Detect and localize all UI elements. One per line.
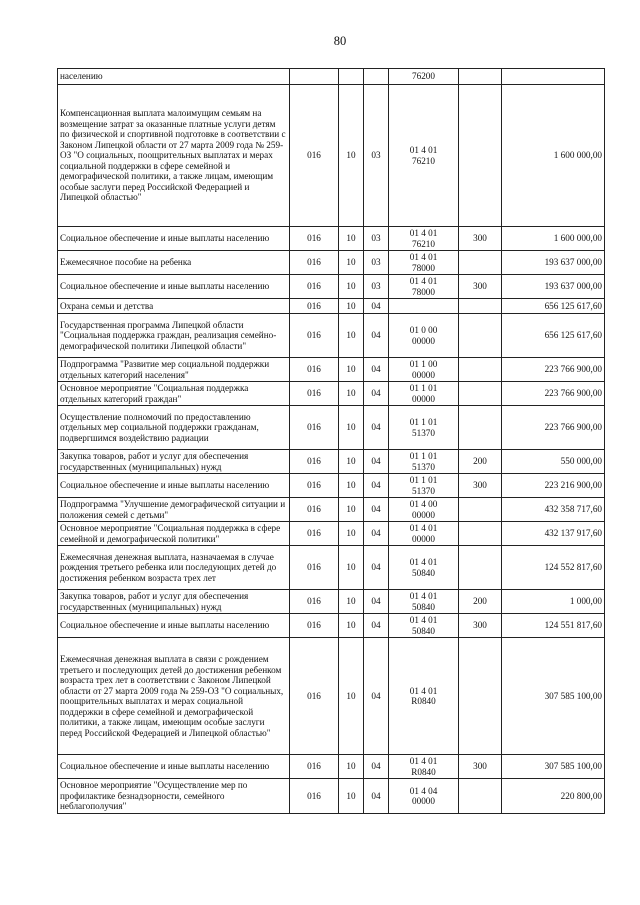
amount-cell: 223 766 900,00	[502, 382, 605, 406]
expense-name-cell: Подпрограмма "Развитие мер социальной поддержки отдельных категорий населения"	[58, 358, 290, 382]
target-item-cell	[389, 251, 459, 275]
amount-cell: 193 637 000,00	[502, 251, 605, 275]
ministry-code-cell: 016	[290, 614, 339, 638]
target-item-cell	[389, 755, 459, 779]
section-code-cell: 10	[339, 251, 364, 275]
ministry-code-cell: 016	[290, 498, 339, 522]
table-row	[58, 69, 605, 85]
amount-cell: 223 766 900,00	[502, 358, 605, 382]
expense-type-cell: 200	[459, 590, 502, 614]
ministry-code-cell: 016	[290, 227, 339, 251]
amount-cell: 1 600 000,00	[502, 85, 605, 227]
expense-name-cell: Социальное обеспечение и иные выплаты населению	[58, 474, 290, 498]
table-row	[58, 314, 605, 358]
subsection-code-cell: 03	[364, 251, 389, 275]
expense-name-cell: Ежемесячная денежная выплата, назначаемая в случае рождения третьего ребенка или последующих детей до достижения ребенком возраста трех лет	[58, 546, 290, 590]
target-item-part: 51370	[412, 427, 435, 438]
target-item-part: 01 4 01	[409, 145, 438, 155]
subsection-code-cell: 04	[364, 450, 389, 474]
expense-name-cell: Закупка товаров, работ и услуг для обеспечения государственных (муниципальных) нужд	[58, 450, 290, 474]
amount-cell: 1 000,00	[502, 590, 605, 614]
expense-name-cell: Социальное обеспечение и иные выплаты населению	[58, 614, 290, 638]
subsection-code-cell	[364, 69, 389, 85]
target-item-part: R0840	[411, 766, 436, 777]
amount-cell: 223 216 900,00	[502, 474, 605, 498]
table-row	[58, 251, 605, 275]
expense-type-cell	[459, 314, 502, 358]
expense-type-cell	[459, 251, 502, 275]
page-number: 80	[333, 34, 347, 48]
target-item-cell	[389, 522, 459, 546]
amount-cell: 124 552 817,60	[502, 546, 605, 590]
expense-name-cell: Ежемесячное пособие на ребенка	[58, 251, 290, 275]
subsection-code-cell: 04	[364, 314, 389, 358]
expense-name-cell: Ежемесячная денежная выплата в связи с рождением третьего и последующих детей до достижения ребенком возраста трех лет в соответствии с Законом Липецкой области от 27 марта 2009 года № 259-ОЗ "О социальных, поощрительных выплатах и мерах социальной поддержки в сфере семейной и демографической политики, а также лицам, имеющим особые заслуги перед Российской Федерацией и Липецкой областью"	[58, 638, 290, 755]
section-code-cell: 10	[339, 227, 364, 251]
expense-type-cell	[459, 779, 502, 814]
target-item-part: R0840	[411, 696, 436, 706]
section-code-cell: 10	[339, 590, 364, 614]
section-code-cell: 10	[339, 638, 364, 755]
target-item-part: 00000	[412, 796, 435, 806]
target-item-cell	[389, 382, 459, 406]
expense-type-cell	[459, 69, 502, 85]
target-item-part: 01 1 01	[409, 475, 438, 485]
ministry-code-cell: 016	[290, 546, 339, 590]
target-item-cell	[389, 275, 459, 299]
amount-cell: 307 585 100,00	[502, 755, 605, 779]
expense-name-cell: Закупка товаров, работ и услуг для обеспечения государственных (муниципальных) нужд	[58, 590, 290, 614]
ministry-code-cell	[290, 69, 339, 85]
target-item-part: 00000	[412, 369, 435, 380]
subsection-code-cell: 04	[364, 590, 389, 614]
subsection-code-cell: 04	[364, 638, 389, 755]
table-row	[58, 590, 605, 614]
section-code-cell: 10	[339, 498, 364, 522]
subsection-code-cell: 03	[364, 85, 389, 227]
target-item-part: 00000	[412, 533, 435, 544]
expense-name-cell: Охрана семьи и детства	[58, 299, 290, 314]
target-item-part: 01 4 04	[409, 785, 438, 796]
section-code-cell: 10	[339, 406, 364, 450]
section-code-cell	[339, 69, 364, 85]
target-item-part: 01 4 01	[409, 756, 438, 766]
section-code-cell: 10	[339, 755, 364, 779]
section-code-cell: 10	[339, 358, 364, 382]
target-item-cell	[389, 85, 459, 227]
section-code-cell: 10	[339, 275, 364, 299]
section-code-cell: 10	[339, 546, 364, 590]
target-item-part: 01 1 00	[409, 359, 438, 369]
target-item-part: 01 4 01	[409, 228, 438, 238]
ministry-code-cell: 016	[290, 638, 339, 755]
target-item-part: 01 1 01	[409, 451, 438, 461]
target-item-cell	[389, 779, 459, 814]
expense-type-cell: 300	[459, 755, 502, 779]
target-item-cell	[389, 69, 459, 85]
expense-type-cell	[459, 546, 502, 590]
target-item-part: 00000	[412, 335, 435, 346]
table-row	[58, 474, 605, 498]
section-code-cell: 10	[339, 522, 364, 546]
expense-type-cell	[459, 85, 502, 227]
amount-cell: 432 137 917,60	[502, 522, 605, 546]
target-item-part: 76210	[412, 155, 435, 166]
subsection-code-cell: 03	[364, 227, 389, 251]
target-item-part: 01 4 01	[409, 591, 438, 601]
target-item-part: 01 4 01	[409, 523, 438, 533]
target-item-part: 01 4 01	[409, 615, 438, 625]
target-item-part: 50840	[412, 601, 435, 612]
target-item-cell	[389, 358, 459, 382]
expense-name-cell: Социальное обеспечение и иные выплаты населению	[58, 275, 290, 299]
subsection-code-cell: 04	[364, 406, 389, 450]
target-item-part: 01 4 01	[409, 276, 438, 286]
target-item-cell	[389, 450, 459, 474]
target-item-part: 01 1 01	[409, 383, 438, 393]
ministry-code-cell: 016	[290, 522, 339, 546]
target-item-part: 01 0 00	[409, 325, 438, 335]
ministry-code-cell: 016	[290, 406, 339, 450]
ministry-code-cell: 016	[290, 314, 339, 358]
expense-type-cell: 300	[459, 227, 502, 251]
target-item-cell	[389, 590, 459, 614]
expense-name-cell: Компенсационная выплата малоимущим семьям на возмещение затрат за оказанные платные услуги детям по физической и спортивной подготовке в соответствии с Законом Липецкой области от 27 марта 2009 года № 259-ОЗ "О социальных, поощрительных выплатах и мерах социальной поддержки в сфере семейной и демографической политики, а также лицам, имеющим особые заслуги перед Российской Федерацией и Липецкой областью"	[58, 85, 290, 227]
target-item-part: 76200	[412, 71, 435, 82]
table-row	[58, 522, 605, 546]
target-item-part: 51370	[412, 485, 435, 496]
ministry-code-cell: 016	[290, 450, 339, 474]
amount-cell: 307 585 100,00	[502, 638, 605, 755]
table-row	[58, 450, 605, 474]
target-item-part: 76210	[412, 238, 435, 249]
expense-name-cell: Основное мероприятие "Социальная поддержка в сфере семейной и демографической политики"	[58, 522, 290, 546]
subsection-code-cell: 03	[364, 275, 389, 299]
expense-type-cell: 200	[459, 450, 502, 474]
target-item-cell	[389, 614, 459, 638]
expense-type-cell	[459, 299, 502, 314]
expense-name-cell: Основное мероприятие "Социальная поддержка отдельных категорий граждан"	[58, 382, 290, 406]
table-row	[58, 85, 605, 227]
target-item-cell	[389, 299, 459, 314]
amount-cell: 223 766 900,00	[502, 406, 605, 450]
table-row	[58, 779, 605, 814]
subsection-code-cell: 04	[364, 474, 389, 498]
target-item-cell	[389, 546, 459, 590]
target-item-cell	[389, 227, 459, 251]
amount-cell: 656 125 617,60	[502, 299, 605, 314]
target-item-part: 51370	[412, 461, 435, 472]
target-item-part: 78000	[412, 286, 435, 297]
table-row	[58, 755, 605, 779]
section-code-cell: 10	[339, 474, 364, 498]
table-row	[58, 614, 605, 638]
expense-name-cell: Подпрограмма "Улучшение демографической ситуации и положения семей с детьми"	[58, 498, 290, 522]
target-item-part: 01 4 00	[409, 499, 438, 509]
amount-cell: 1 600 000,00	[502, 227, 605, 251]
amount-cell	[502, 69, 605, 85]
table-row	[58, 382, 605, 406]
expense-name-cell: Основное мероприятие "Осуществление мер по профилактике безнадзорности, семейного неблагополучия"	[58, 779, 290, 814]
target-item-cell	[389, 314, 459, 358]
target-item-cell	[389, 406, 459, 450]
ministry-code-cell: 016	[290, 755, 339, 779]
subsection-code-cell: 04	[364, 358, 389, 382]
amount-cell: 193 637 000,00	[502, 275, 605, 299]
expense-type-cell: 300	[459, 474, 502, 498]
section-code-cell: 10	[339, 299, 364, 314]
table-row	[58, 406, 605, 450]
table-row	[58, 358, 605, 382]
subsection-code-cell: 04	[364, 382, 389, 406]
budget-table-body	[58, 69, 605, 814]
expense-type-cell	[459, 358, 502, 382]
subsection-code-cell: 04	[364, 546, 389, 590]
table-row	[58, 275, 605, 299]
section-code-cell: 10	[339, 382, 364, 406]
ministry-code-cell: 016	[290, 275, 339, 299]
subsection-code-cell: 04	[364, 498, 389, 522]
subsection-code-cell: 04	[364, 299, 389, 314]
subsection-code-cell: 04	[364, 614, 389, 638]
target-item-part: 00000	[412, 509, 435, 520]
amount-cell: 432 358 717,60	[502, 498, 605, 522]
expense-type-cell	[459, 498, 502, 522]
expense-type-cell	[459, 638, 502, 755]
ministry-code-cell: 016	[290, 251, 339, 275]
target-item-part: 78000	[412, 262, 435, 273]
expense-type-cell	[459, 406, 502, 450]
ministry-code-cell: 016	[290, 85, 339, 227]
expense-name-cell: населению	[58, 69, 290, 85]
target-item-part: 01 4 01	[409, 685, 438, 696]
ministry-code-cell: 016	[290, 382, 339, 406]
ministry-code-cell: 016	[290, 779, 339, 814]
expense-type-cell: 300	[459, 275, 502, 299]
expense-name-cell: Государственная программа Липецкой области "Социальная поддержка граждан, реализация семейно-демографической политики Липецкой области"	[58, 314, 290, 358]
ministry-code-cell: 016	[290, 590, 339, 614]
target-item-part: 50840	[412, 625, 435, 636]
amount-cell: 220 800,00	[502, 779, 605, 814]
subsection-code-cell: 04	[364, 755, 389, 779]
target-item-part: 50840	[412, 567, 435, 578]
table-row	[58, 498, 605, 522]
target-item-part: 01 1 01	[409, 417, 438, 427]
table-row	[58, 546, 605, 590]
table-row	[58, 299, 605, 314]
section-code-cell: 10	[339, 314, 364, 358]
section-code-cell: 10	[339, 450, 364, 474]
ministry-code-cell: 016	[290, 299, 339, 314]
budget-table	[57, 68, 605, 814]
ministry-code-cell: 016	[290, 474, 339, 498]
expense-name-cell: Социальное обеспечение и иные выплаты населению	[58, 755, 290, 779]
amount-cell: 656 125 617,60	[502, 314, 605, 358]
expense-type-cell	[459, 382, 502, 406]
target-item-part: 01 4 01	[409, 252, 438, 262]
amount-cell: 550 000,00	[502, 450, 605, 474]
ministry-code-cell: 016	[290, 358, 339, 382]
section-code-cell: 10	[339, 85, 364, 227]
expense-name-cell: Осуществление полномочий по предоставлению отдельных мер социальной поддержки гражданам, подвергшимся воздействию радиации	[58, 406, 290, 450]
expense-name-cell: Социальное обеспечение и иные выплаты населению	[58, 227, 290, 251]
target-item-part: 00000	[412, 393, 435, 404]
section-code-cell: 10	[339, 614, 364, 638]
amount-cell: 124 551 817,60	[502, 614, 605, 638]
table-row	[58, 638, 605, 755]
target-item-part: 01 4 01	[409, 557, 438, 567]
section-code-cell: 10	[339, 779, 364, 814]
expense-type-cell: 300	[459, 614, 502, 638]
expense-type-cell	[459, 522, 502, 546]
subsection-code-cell: 04	[364, 779, 389, 814]
target-item-cell	[389, 474, 459, 498]
subsection-code-cell: 04	[364, 522, 389, 546]
target-item-cell	[389, 498, 459, 522]
target-item-cell	[389, 638, 459, 755]
table-row	[58, 227, 605, 251]
